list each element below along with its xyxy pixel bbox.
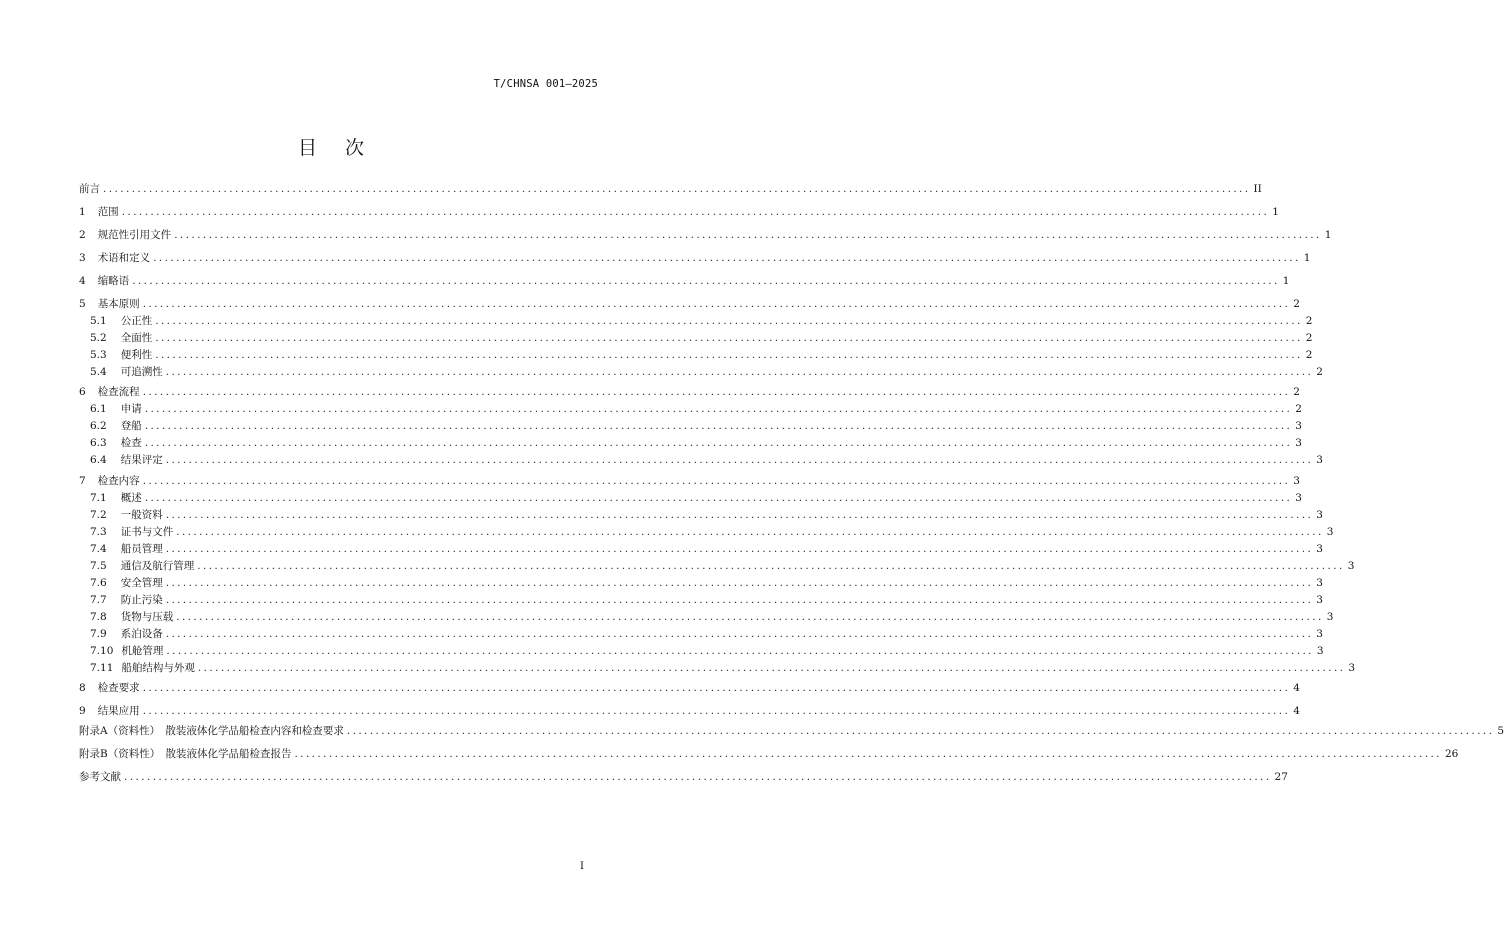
toc-entry[interactable] xyxy=(79,203,1279,219)
document-code: T/CHNSA 001—2025 xyxy=(493,78,598,90)
toc-entry-number: 7 xyxy=(79,475,86,487)
toc-entry-page: 26 xyxy=(1445,748,1459,760)
toc-leader-dots: ........................................................................................................................................................................................................ xyxy=(176,611,1324,623)
toc-entry[interactable] xyxy=(90,557,1355,573)
toc-entry-page: 2 xyxy=(1293,298,1300,310)
toc-entry-label: 全面性 xyxy=(120,332,153,344)
toc-leader-dots: ........................................................................................................................................................................................................ xyxy=(165,366,1314,378)
toc-entry-label: 检查 xyxy=(120,437,142,449)
toc-entry-label: 范围 xyxy=(97,206,119,218)
toc-entry-number: 5.2 xyxy=(90,332,107,344)
toc-entry-number: 7.1 xyxy=(90,492,107,504)
toc-leader-dots: ........................................................................................................................................................................................................ xyxy=(165,577,1314,589)
toc-entry-number: 6 xyxy=(79,386,86,398)
toc-entry-label: 基本原则 xyxy=(97,298,140,310)
toc-entry[interactable] xyxy=(90,400,1302,416)
toc-entry-page: 3 xyxy=(1316,628,1323,640)
toc-entry-number: 8 xyxy=(79,682,86,694)
toc-leader-dots: ........................................................................................................................................................................................................ xyxy=(165,454,1314,466)
toc-leader-dots: ........................................................................................................................................................................................................ xyxy=(144,437,1293,449)
toc-entry-page: 3 xyxy=(1293,475,1300,487)
toc-entry-page: 1 xyxy=(1324,229,1332,241)
toc-leader-dots: ........................................................................................................................................................................................................ xyxy=(142,682,1291,694)
toc-entry-number: 7.5 xyxy=(90,560,107,572)
toc-leader-dots: ........................................................................................................................................................................................................ xyxy=(166,645,1314,657)
toc-entry-label: 概述 xyxy=(120,492,142,504)
toc-entry[interactable] xyxy=(79,272,1290,288)
toc-entry-label: 结果评定 xyxy=(120,454,163,466)
toc-entry[interactable] xyxy=(90,489,1302,505)
toc-entry-page: 2 xyxy=(1293,386,1300,398)
toc-entry-label: 术语和定义 xyxy=(97,252,151,264)
toc-entry-number: 5.1 xyxy=(90,315,107,327)
toc-entry[interactable] xyxy=(90,540,1323,556)
toc-entry-page: 2 xyxy=(1305,332,1313,344)
toc-leader-dots: ........................................................................................................................................................................................................ xyxy=(294,748,1442,760)
toc-entry-page: II xyxy=(1253,183,1262,195)
toc-leader-dots: ........................................................................................................................................................................................................ xyxy=(165,594,1314,606)
toc-entry[interactable] xyxy=(79,249,1311,265)
toc-leader-dots: ........................................................................................................................................................................................................ xyxy=(153,252,1301,264)
toc-entry-number: 4 xyxy=(79,275,86,287)
toc-leader-dots: ........................................................................................................................................................................................................ xyxy=(142,475,1291,487)
toc-entry-page: 3 xyxy=(1316,594,1323,606)
toc-entry[interactable] xyxy=(90,659,1356,675)
toc-entry-page: 2 xyxy=(1295,403,1302,415)
toc-entry-label: 船员管理 xyxy=(120,543,163,555)
toc-entry-page: 3 xyxy=(1326,611,1334,623)
toc-entry-label: 安全管理 xyxy=(120,577,163,589)
toc-entry[interactable] xyxy=(90,591,1323,607)
toc-leader-dots: ........................................................................................................................................................................................................ xyxy=(197,662,1346,674)
toc-entry-label: 参考文献 xyxy=(79,771,121,783)
toc-entry-label: 便利性 xyxy=(120,349,153,361)
toc-entry-label: 缩略语 xyxy=(97,275,130,287)
toc-entry-number: 6.3 xyxy=(90,437,107,449)
toc-leader-dots: ........................................................................................................................................................................................................ xyxy=(142,705,1291,717)
toc-entry-page: 2 xyxy=(1305,349,1313,361)
page-number: I xyxy=(580,861,584,872)
toc-entry-label: 申请 xyxy=(120,403,142,415)
toc-entry-page: 3 xyxy=(1295,437,1302,449)
toc-entry-label: 一般资料 xyxy=(120,509,163,521)
toc-entry-number: 7.7 xyxy=(90,594,107,606)
toc-entry[interactable] xyxy=(79,702,1300,718)
toc-entry[interactable] xyxy=(90,346,1313,362)
toc-entry-label: 检查要求 xyxy=(97,682,140,694)
toc-entry-page: 3 xyxy=(1316,454,1323,466)
toc-entry-number: 5.3 xyxy=(90,349,107,361)
toc-entry[interactable] xyxy=(90,523,1334,539)
toc-entry[interactable] xyxy=(90,329,1313,345)
toc-entry-number: 3 xyxy=(79,252,86,264)
toc-entry[interactable] xyxy=(79,295,1300,311)
toc-entry-page: 2 xyxy=(1305,315,1313,327)
toc-entry-page: 3 xyxy=(1316,509,1323,521)
toc-entry-number: 9 xyxy=(79,705,86,717)
toc-entry-label: 机舱管理 xyxy=(121,645,164,657)
toc-entry-number: 2 xyxy=(79,229,86,241)
toc-leader-dots: ........................................................................................................................................................................................................ xyxy=(142,298,1291,310)
toc-entry-page: 3 xyxy=(1347,560,1355,572)
toc-leader-dots: ........................................................................................................................................................................................................ xyxy=(142,386,1291,398)
toc-entry-page: 3 xyxy=(1316,577,1323,589)
toc-entry-page: 3 xyxy=(1295,420,1302,432)
toc-leader-dots: ........................................................................................................................................................................................................ xyxy=(124,771,1272,783)
toc-entry-number: 6.1 xyxy=(90,403,107,415)
toc-entry-page: 3 xyxy=(1348,662,1356,674)
toc-entry-number: 7.4 xyxy=(90,543,107,555)
toc-entry-label: 防止污染 xyxy=(120,594,163,606)
toc-entry[interactable] xyxy=(90,506,1323,522)
toc-entry-number: 7.11 xyxy=(90,662,114,674)
toc-entry-label: 规范性引用文件 xyxy=(97,229,172,241)
toc-entry[interactable] xyxy=(79,679,1300,695)
toc-entry-label: 货物与压载 xyxy=(120,611,174,623)
toc-entry[interactable] xyxy=(79,180,1262,196)
toc-leader-dots: ........................................................................................................................................................................................................ xyxy=(144,403,1293,415)
toc-leader-dots: ........................................................................................................................................................................................................ xyxy=(176,526,1324,538)
toc-entry-label: 船舶结构与外观 xyxy=(121,662,195,674)
toc-leader-dots: ........................................................................................................................................................................................................ xyxy=(103,183,1251,195)
toc-entry[interactable] xyxy=(90,642,1324,658)
toc-entry[interactable] xyxy=(79,383,1300,399)
toc-entry-label: 附录B（资料性） 散装液体化学品船检查报告 xyxy=(79,748,292,760)
toc-entry[interactable] xyxy=(79,472,1300,488)
toc-leader-dots: ........................................................................................................................................................................................................ xyxy=(346,725,1495,737)
toc-entry-label: 通信及航行管理 xyxy=(120,560,195,572)
toc-entry[interactable] xyxy=(90,417,1302,433)
page-title: 目次 xyxy=(297,137,392,159)
toc-entry[interactable] xyxy=(90,434,1302,450)
toc-entry-number: 1 xyxy=(79,206,86,218)
toc-entry[interactable] xyxy=(90,363,1323,379)
toc-leader-dots: ........................................................................................................................................................................................................ xyxy=(165,628,1314,640)
toc-entry-page: 2 xyxy=(1316,366,1323,378)
toc-entry[interactable] xyxy=(90,312,1313,328)
toc-leader-dots: ........................................................................................................................................................................................................ xyxy=(174,229,1322,241)
toc-entry-number: 6.2 xyxy=(90,420,107,432)
toc-leader-dots: ........................................................................................................................................................................................................ xyxy=(165,543,1314,555)
toc-entry[interactable] xyxy=(79,745,1459,761)
toc-entry[interactable] xyxy=(79,226,1332,242)
toc-leader-dots: ........................................................................................................................................................................................................ xyxy=(155,315,1303,327)
toc-entry-label: 系泊设备 xyxy=(120,628,163,640)
toc-entry[interactable] xyxy=(90,608,1334,624)
toc-leader-dots: ........................................................................................................................................................................................................ xyxy=(155,332,1303,344)
toc-leader-dots: ........................................................................................................................................................................................................ xyxy=(155,349,1303,361)
toc-entry-number: 7.2 xyxy=(90,509,107,521)
toc-entry-number: 6.4 xyxy=(90,454,107,466)
toc-entry-page: 3 xyxy=(1326,526,1334,538)
toc-leader-dots: ........................................................................................................................................................................................................ xyxy=(144,492,1293,504)
toc-entry-label: 检查内容 xyxy=(97,475,140,487)
toc-entry-label: 公正性 xyxy=(120,315,153,327)
toc-entry-number: 5 xyxy=(79,298,86,310)
toc-entry-page: 1 xyxy=(1272,206,1279,218)
toc-entry-label: 登船 xyxy=(120,420,142,432)
toc-entry[interactable] xyxy=(90,451,1323,467)
toc-entry-page: 1 xyxy=(1303,252,1311,264)
toc-entry[interactable] xyxy=(90,574,1323,590)
toc-entry-number: 7.9 xyxy=(90,628,107,640)
toc-entry-page: 4 xyxy=(1293,682,1300,694)
toc-entry-label: 可追溯性 xyxy=(120,366,163,378)
toc-entry[interactable] xyxy=(90,625,1323,641)
toc-entry-page: 5 xyxy=(1497,725,1504,737)
toc-entry-label: 检查流程 xyxy=(97,386,140,398)
toc-entry-page: 3 xyxy=(1316,645,1324,657)
toc-leader-dots: ........................................................................................................................................................................................................ xyxy=(165,509,1314,521)
toc-entry-number: 5.4 xyxy=(90,366,107,378)
toc-leader-dots: ........................................................................................................................................................................................................ xyxy=(121,206,1270,218)
toc-entry-page: 4 xyxy=(1293,705,1300,717)
toc-entry-number: 7.3 xyxy=(90,526,107,538)
toc-entry-page: 3 xyxy=(1316,543,1323,555)
toc-entry-label: 前言 xyxy=(79,183,100,195)
toc-leader-dots: ........................................................................................................................................................................................................ xyxy=(197,560,1345,572)
toc-entry-label: 证书与文件 xyxy=(120,526,174,538)
toc-entry[interactable] xyxy=(79,768,1288,784)
toc-leader-dots: ........................................................................................................................................................................................................ xyxy=(144,420,1293,432)
toc-entry-page: 27 xyxy=(1274,771,1288,783)
toc-leader-dots: ........................................................................................................................................................................................................ xyxy=(132,275,1280,287)
toc-entry-number: 7.8 xyxy=(90,611,107,623)
toc-entry-number: 7.6 xyxy=(90,577,107,589)
toc-entry-label: 附录A（资料性） 散装液体化学品船检查内容和检查要求 xyxy=(79,725,344,737)
toc-entry-page: 1 xyxy=(1282,275,1290,287)
toc-entry-label: 结果应用 xyxy=(97,705,140,717)
toc-entry-page: 3 xyxy=(1295,492,1302,504)
toc-entry[interactable] xyxy=(79,722,1504,738)
toc-entry-number: 7.10 xyxy=(90,645,114,657)
